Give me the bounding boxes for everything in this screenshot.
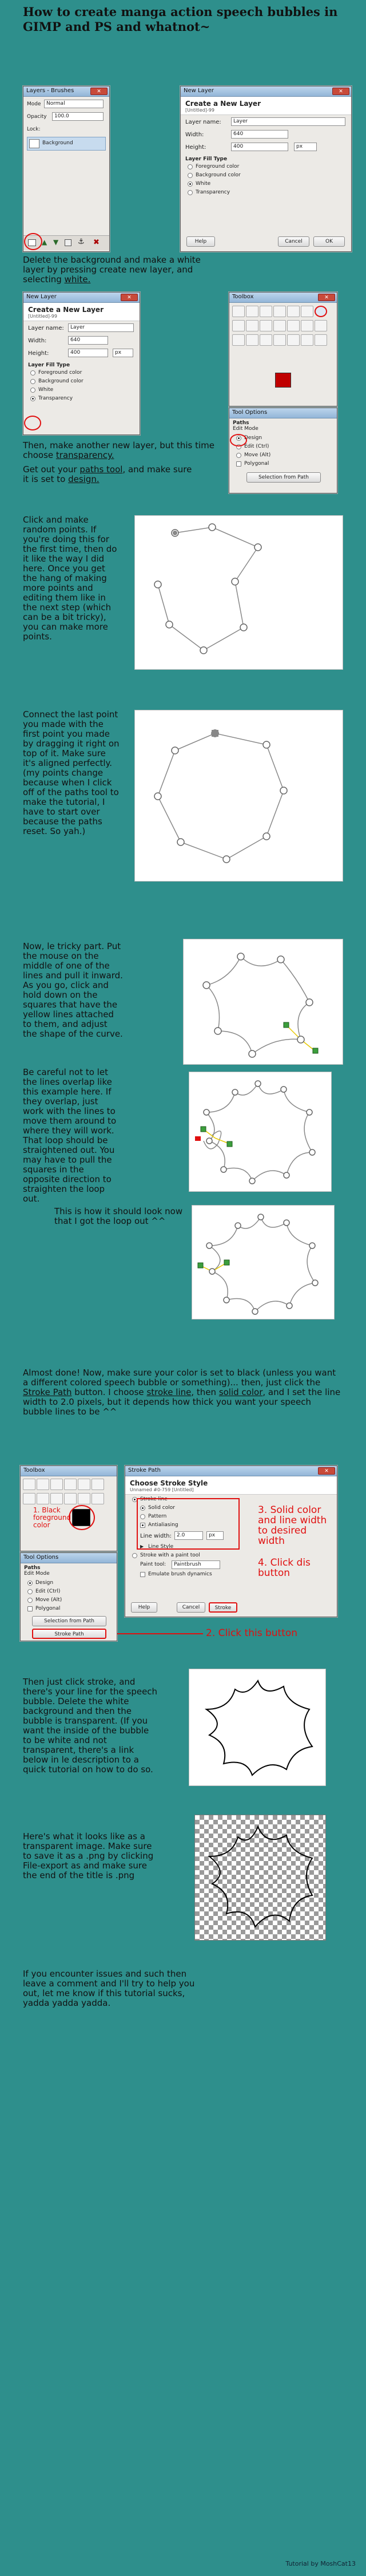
duplicate-layer-icon[interactable] bbox=[65, 239, 71, 246]
tool-icon[interactable] bbox=[78, 1493, 90, 1504]
curved-path bbox=[206, 957, 309, 1054]
anchor-point bbox=[166, 621, 173, 628]
radio-dot bbox=[27, 1589, 33, 1594]
step-5-text: Connect the last point you made with the first point you made by dragging it right on top of it. Make sure it's aligned perfectly. (my points change because when I click off of the paths tool to make the tutorial, I have to start over because the paths reset. So yah.) bbox=[23, 709, 120, 836]
edit-mode-option[interactable] bbox=[236, 452, 330, 459]
radio-dot bbox=[188, 190, 193, 195]
anchor-point bbox=[232, 578, 238, 585]
red-highlight-box bbox=[137, 1498, 240, 1550]
anchor-point bbox=[154, 581, 161, 588]
tool-options-window-2 bbox=[20, 1552, 117, 1641]
text-tool-icon[interactable] bbox=[260, 334, 272, 346]
close-icon[interactable]: ✕ bbox=[332, 88, 349, 95]
layer-row-background[interactable] bbox=[27, 137, 106, 151]
anchor-point bbox=[200, 647, 207, 654]
color-select-tool-icon[interactable] bbox=[287, 306, 300, 317]
tool-icon[interactable] bbox=[50, 1479, 63, 1490]
dialog-header bbox=[125, 1476, 337, 1495]
anchor-layer-icon[interactable]: ⚓ bbox=[78, 238, 85, 246]
shear-tool-icon[interactable] bbox=[246, 334, 258, 346]
edit-mode-label: Edit Mode bbox=[24, 1571, 50, 1577]
tool-options-titlebar bbox=[21, 1553, 117, 1563]
canvas-step-4 bbox=[134, 515, 343, 670]
tool-icon[interactable] bbox=[64, 1479, 77, 1490]
antialiasing-label: Antialiasing bbox=[148, 1522, 178, 1528]
red-highlight-circle bbox=[230, 434, 247, 447]
path-drawing bbox=[192, 1206, 335, 1320]
height-label: Height: bbox=[28, 350, 49, 357]
first-point-marker bbox=[173, 531, 177, 535]
line-width-label: Line width: bbox=[140, 1533, 172, 1539]
edit-mode-option-label: Edit (Ctrl) bbox=[35, 1589, 61, 1594]
new-layer-dialog-1 bbox=[180, 86, 352, 252]
edit-mode-option[interactable] bbox=[27, 1597, 110, 1604]
layer-name: Background bbox=[42, 140, 73, 146]
dialog-subheading: Unnamed #0-759 [Untitled] bbox=[130, 1487, 194, 1492]
fill-type-option[interactable] bbox=[188, 189, 344, 196]
dialog-subheading: [Untitled]-99 bbox=[28, 314, 57, 319]
layers-window bbox=[23, 86, 110, 252]
paint-tool-option-label: Stroke with a paint tool bbox=[140, 1552, 200, 1558]
layer-name-input[interactable]: Layer bbox=[68, 323, 134, 332]
help-button[interactable]: Help bbox=[186, 236, 215, 247]
solid-color-label: Solid color bbox=[148, 1505, 175, 1511]
fill-type-option[interactable] bbox=[30, 396, 133, 402]
canvas-step-7 bbox=[189, 1072, 332, 1192]
mode-label: Mode bbox=[27, 101, 41, 107]
red-highlight-circle bbox=[24, 416, 41, 430]
ellipse-select-tool-icon[interactable] bbox=[246, 306, 258, 317]
height-input[interactable]: 400 bbox=[68, 349, 108, 357]
speech-bubble-transparent bbox=[195, 1815, 327, 1941]
emulate-label: Emulate brush dynamics bbox=[148, 1571, 212, 1577]
edit-mode-option-label: Move (Alt) bbox=[35, 1597, 62, 1603]
pattern-label: Pattern bbox=[148, 1514, 167, 1519]
checkbox-box bbox=[140, 1572, 145, 1577]
radio-dot bbox=[27, 1581, 33, 1586]
annotation-4: 4. Click dis button bbox=[258, 1557, 311, 1579]
dialog-header bbox=[23, 303, 140, 321]
polygonal-checkbox[interactable] bbox=[236, 461, 330, 468]
stroke-button[interactable]: Stroke bbox=[209, 1602, 237, 1613]
lock-label: Lock: bbox=[27, 127, 41, 132]
edit-mode-option-label: Edit (Ctrl) bbox=[244, 444, 269, 449]
layers-window-title: Layers - Brushes bbox=[26, 88, 74, 94]
tool-icon[interactable] bbox=[23, 1479, 35, 1490]
polygonal-label: Polygonal bbox=[35, 1606, 61, 1611]
fill-type-option-label: Background color bbox=[196, 172, 241, 178]
free-select-tool-icon[interactable] bbox=[260, 306, 272, 317]
dialog-titlebar bbox=[181, 86, 351, 97]
edit-mode-option[interactable] bbox=[27, 1589, 110, 1595]
footer-credit: Tutorial by MoshCat13 bbox=[285, 2560, 356, 2567]
anchor-point bbox=[254, 544, 261, 551]
opacity-label: Opacity bbox=[27, 114, 47, 120]
fill-type-option[interactable] bbox=[188, 181, 344, 188]
toolbox-title: Toolbox bbox=[23, 1467, 45, 1473]
dialog-titlebar bbox=[23, 293, 140, 303]
dialog-heading: Choose Stroke Style bbox=[130, 1479, 208, 1487]
close-icon[interactable]: ✕ bbox=[318, 1467, 335, 1475]
radio-dot bbox=[188, 181, 193, 187]
speech-bubble-result bbox=[189, 1669, 327, 1787]
align-tool-icon[interactable] bbox=[287, 320, 300, 331]
foreground-color-swatch[interactable] bbox=[275, 373, 291, 388]
radio-dot bbox=[30, 396, 35, 401]
zoom-tool-icon[interactable] bbox=[246, 320, 258, 331]
fill-type-option[interactable] bbox=[30, 378, 133, 385]
color-picker-tool-icon[interactable] bbox=[232, 320, 245, 331]
fill-type-label: Layer Fill Type bbox=[185, 156, 228, 162]
unit-select[interactable]: px bbox=[113, 349, 133, 357]
path-anchor-points bbox=[203, 953, 313, 1057]
radio-dot bbox=[236, 453, 241, 458]
tool-icon[interactable] bbox=[78, 1479, 90, 1490]
tool-options-title: Tool Options bbox=[23, 1554, 59, 1560]
edit-mode-label: Edit Mode bbox=[233, 426, 258, 432]
edit-mode-option-label: Design bbox=[35, 1580, 54, 1586]
path-anchor-points bbox=[154, 524, 261, 654]
toolbox-titlebar bbox=[21, 1466, 117, 1476]
edit-mode-option-label: Move (Alt) bbox=[244, 452, 271, 458]
layer-name-input[interactable]: Layer bbox=[231, 117, 345, 126]
tool-options-window bbox=[229, 408, 337, 493]
dialog-heading: Create a New Layer bbox=[28, 306, 104, 314]
red-arrow-line bbox=[117, 1633, 203, 1634]
tool-icon[interactable] bbox=[37, 1493, 49, 1504]
radio-dot bbox=[132, 1553, 137, 1558]
checkbox-box bbox=[236, 461, 241, 467]
anchor-point bbox=[240, 624, 247, 631]
fill-type-option-label: White bbox=[196, 181, 211, 187]
dialog-title: Stroke Path bbox=[128, 1467, 161, 1473]
fill-type-option-label: Background color bbox=[38, 378, 83, 384]
selection-from-path-button[interactable]: Selection from Path bbox=[32, 1616, 106, 1626]
new-layer-dialog-2 bbox=[23, 292, 140, 435]
stroke-line-label: Stroke line bbox=[140, 1496, 168, 1502]
unit-select[interactable]: px bbox=[294, 143, 317, 151]
layer-name-label: Layer name: bbox=[28, 325, 64, 331]
paths-tool-icon[interactable] bbox=[315, 306, 327, 317]
red-highlight-circle bbox=[24, 233, 42, 250]
fill-type-option[interactable] bbox=[30, 387, 133, 394]
path-drawing bbox=[135, 516, 344, 670]
raise-layer-icon[interactable]: ▲ bbox=[42, 238, 47, 246]
transparent-preview bbox=[194, 1815, 326, 1941]
radio-dot bbox=[188, 164, 193, 169]
paths-label: Paths bbox=[233, 420, 249, 426]
step-9-text: Almost done! Now, make sure your color is set to black (unless you want a different colored speech bubble or something)... then, just click the Stroke Path button. I choose stroke line, then solid color, and I set the line width to 2.0 pixels, but it depends how thick you want your speech bubble lines to be ^^ bbox=[23, 1368, 341, 1417]
step-2-text: Then, make another new layer, but this time choose transparency. bbox=[23, 440, 214, 460]
fill-type-option[interactable] bbox=[188, 172, 344, 179]
close-icon[interactable]: ✕ bbox=[318, 294, 335, 301]
tool-options-title: Tool Options bbox=[232, 409, 268, 416]
help-button[interactable]: Help bbox=[131, 1602, 157, 1613]
cancel-button[interactable]: Cancel bbox=[177, 1602, 205, 1613]
pencil-tool-icon[interactable] bbox=[301, 334, 313, 346]
toolbox-window bbox=[229, 292, 337, 406]
height-label: Height: bbox=[185, 144, 206, 151]
canvas-step-6 bbox=[183, 939, 343, 1065]
path-drawing bbox=[184, 939, 344, 1065]
tool-options-titlebar bbox=[229, 408, 337, 418]
line-width-input[interactable]: 2.0 bbox=[174, 1531, 203, 1540]
edit-mode-option-label: Design bbox=[244, 435, 262, 441]
delete-layer-icon[interactable]: ✖ bbox=[93, 238, 100, 247]
close-icon[interactable]: ✕ bbox=[121, 294, 138, 301]
annotation-3: 3. Solid color and line width to desired width bbox=[258, 1504, 327, 1547]
step-10-text: Then just click stroke, and there's your line for the speech bubble. Delete the white background and then the bubble is transparent. (If you want the inside of the bubble to be white and not transparent, there's a link below in le description to a quick tutorial on how to do so. bbox=[23, 1677, 158, 1775]
stroke-path-dialog bbox=[125, 1465, 337, 1617]
page-title: How to create manga action speech bubbles in GIMP and PS and whatnot~ bbox=[23, 5, 338, 34]
scissors-tool-icon[interactable] bbox=[301, 306, 313, 317]
tool-icon[interactable] bbox=[92, 1493, 104, 1504]
joined-point-marker bbox=[212, 730, 218, 737]
opacity-field[interactable]: 100.0 bbox=[52, 112, 104, 121]
height-input[interactable]: 400 bbox=[231, 143, 288, 151]
red-arrow-marker bbox=[195, 1136, 201, 1141]
move-tool-icon[interactable] bbox=[273, 320, 286, 331]
width-label: Width: bbox=[28, 338, 47, 344]
dialog-title: New Layer bbox=[184, 88, 214, 94]
annotation-1: 1. Black foreground color bbox=[33, 1506, 71, 1529]
line-style-label: Line Style bbox=[148, 1544, 174, 1550]
layers-window-titlebar bbox=[23, 86, 109, 97]
checkbox-box bbox=[27, 1606, 33, 1611]
path-anchor-points bbox=[204, 1081, 315, 1184]
rect-select-tool-icon[interactable] bbox=[232, 306, 245, 317]
tool-grid bbox=[229, 303, 337, 350]
close-icon[interactable]: ✕ bbox=[90, 88, 108, 95]
paintbrush-tool-icon[interactable] bbox=[315, 334, 327, 346]
rotate-tool-icon[interactable] bbox=[315, 320, 327, 331]
fill-type-option[interactable] bbox=[30, 370, 133, 377]
measure-tool-icon[interactable] bbox=[260, 320, 272, 331]
layer-name-label: Layer name: bbox=[185, 119, 221, 125]
cancel-button[interactable]: Cancel bbox=[278, 236, 309, 247]
width-label: Width: bbox=[185, 132, 204, 138]
handle-squares bbox=[198, 1260, 229, 1268]
path-drawing bbox=[135, 710, 344, 882]
step-7-text: Be careful not to let the lines overlap like this example here. If they overlap, just work with the lines to move them around to where they will work. That loop should be straightened out. You may have to pull the squares in the opposite direction to straighten the loop out. bbox=[23, 1067, 117, 1204]
step-3-text: Get out your paths tool, and make sure it is set to design. bbox=[23, 464, 192, 484]
ok-button[interactable]: OK bbox=[313, 236, 345, 247]
selection-from-path-button[interactable]: Selection from Path bbox=[246, 472, 321, 483]
paint-tool-label: Paint tool: bbox=[140, 1562, 166, 1567]
path-anchor-points bbox=[154, 730, 287, 863]
scale-tool-icon[interactable] bbox=[232, 334, 245, 346]
lower-layer-icon[interactable]: ▼ bbox=[53, 238, 59, 246]
tool-icon[interactable] bbox=[23, 1493, 35, 1504]
annotation-2: 2. Click this button bbox=[206, 1627, 298, 1639]
canvas-step-5 bbox=[134, 710, 343, 882]
tool-icon[interactable] bbox=[37, 1479, 49, 1490]
path-lines bbox=[158, 527, 258, 650]
edit-mode-option[interactable] bbox=[27, 1580, 110, 1587]
fill-type-option-label: Foreground color bbox=[38, 370, 82, 376]
dialog-subheading: [Untitled]-99 bbox=[185, 108, 214, 113]
fill-type-option[interactable] bbox=[188, 164, 344, 171]
dialog-heading: Create a New Layer bbox=[185, 100, 261, 108]
radio-dot bbox=[30, 370, 35, 376]
width-input[interactable]: 640 bbox=[68, 336, 108, 345]
unit-select[interactable]: px bbox=[206, 1531, 224, 1540]
step-8-text: This is how it should look now that I got the loop out ^^ bbox=[54, 1206, 183, 1226]
step-12-text: If you encounter issues and such then leave a comment and I'll try to help you out, let me know if this tutorial sucks, yadda yadda yadda. bbox=[23, 1969, 195, 2008]
step-1-text: Delete the background and make a white layer by pressing create new layer, and selecting white. bbox=[23, 255, 201, 285]
crop-tool-icon[interactable] bbox=[301, 320, 313, 331]
toolbox-titlebar bbox=[229, 293, 337, 303]
dialog-header bbox=[181, 97, 351, 115]
fill-type-option-label: Foreground color bbox=[196, 164, 240, 169]
fill-type-option-label: White bbox=[38, 387, 54, 393]
paths-label: Paths bbox=[24, 1565, 41, 1571]
fuzzy-select-tool-icon[interactable] bbox=[273, 306, 286, 317]
path-anchor-points bbox=[206, 1214, 318, 1314]
step-4-text: Click and make random points. If you're doing this for the first time, then do it like the way I did here. Once you get the hang of making more points and editing them like in the next step (which can be a bit tricky), you can make more points. bbox=[23, 515, 117, 642]
layer-thumbnail bbox=[29, 139, 39, 148]
fill-type-option-label: Transparency bbox=[38, 396, 73, 401]
tool-grid bbox=[21, 1476, 117, 1508]
radio-dot bbox=[27, 1598, 33, 1603]
radio-dot bbox=[30, 388, 35, 393]
canvas-step-10 bbox=[189, 1669, 326, 1786]
expander-arrow-icon: ▶ bbox=[140, 1544, 144, 1549]
mode-select[interactable]: Normal bbox=[44, 100, 104, 108]
blend-tool-icon[interactable] bbox=[287, 334, 300, 346]
tool-icon[interactable] bbox=[50, 1493, 63, 1504]
tool-icon[interactable] bbox=[92, 1479, 104, 1490]
dialog-titlebar bbox=[125, 1466, 337, 1476]
fill-type-option-label: Transparency bbox=[196, 189, 230, 195]
radio-dot bbox=[30, 379, 35, 384]
toolbox-title: Toolbox bbox=[232, 294, 254, 300]
paint-tool-select[interactable]: Paintbrush bbox=[172, 1560, 220, 1569]
step-11-text: Here's what it looks like as a transparent image. Make sure to save it as a .png by clicking File-export as and make sure the end of the title is .png bbox=[23, 1831, 154, 1880]
fill-type-label: Layer Fill Type bbox=[28, 362, 70, 368]
path-drawing bbox=[189, 1072, 332, 1192]
dialog-title: New Layer bbox=[26, 294, 57, 300]
edit-mode-option[interactable] bbox=[236, 435, 330, 442]
width-input[interactable]: 640 bbox=[231, 130, 288, 139]
anchor-point bbox=[209, 524, 216, 531]
stroked-bubble bbox=[209, 1827, 312, 1927]
handle-squares bbox=[201, 1127, 232, 1147]
canvas-step-8 bbox=[192, 1205, 335, 1319]
curved-path bbox=[206, 1084, 312, 1181]
bucket-fill-tool-icon[interactable] bbox=[273, 334, 286, 346]
step-6-text: Now, le tricky part. Put the mouse on the middle of one of the lines and pull it inward. As you go, click and hold down on the squares that have the yellow lines attached to them, and adjust the shape of the curve. bbox=[23, 941, 123, 1039]
edit-mode-option[interactable] bbox=[236, 444, 330, 451]
tool-icon[interactable] bbox=[64, 1493, 77, 1504]
stroke-path-button[interactable]: Stroke Path bbox=[32, 1629, 106, 1639]
stroked-bubble bbox=[206, 1681, 312, 1775]
radio-dot bbox=[188, 173, 193, 178]
polygonal-label: Polygonal bbox=[244, 461, 269, 467]
polygonal-checkbox[interactable] bbox=[27, 1606, 110, 1613]
